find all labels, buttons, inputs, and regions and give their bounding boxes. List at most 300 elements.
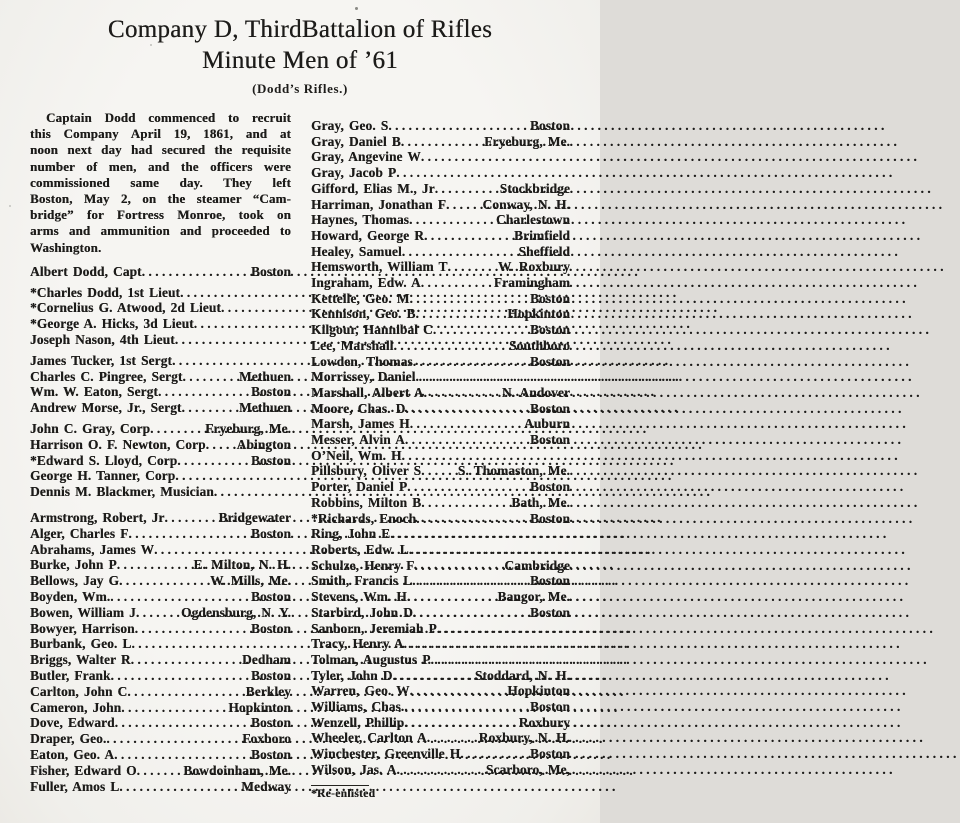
roster-entry-name: *Richards, Enoch bbox=[311, 510, 417, 526]
dot-leader bbox=[182, 369, 239, 385]
roster-entry bbox=[311, 652, 570, 668]
roster-entry-name: Hemsworth, William T bbox=[311, 259, 448, 275]
roster-entry bbox=[311, 699, 570, 715]
scan-speck bbox=[73, 120, 75, 122]
roster-entry-name: *Edward S. Lloyd, Corp bbox=[30, 452, 178, 468]
dot-leader bbox=[410, 291, 530, 307]
dot-leader bbox=[409, 542, 570, 558]
roster-entry bbox=[311, 715, 570, 731]
roster-entry-name: Williams, Chas. bbox=[311, 699, 405, 715]
roster-entry bbox=[311, 636, 570, 652]
dot-leader bbox=[421, 463, 458, 479]
roster-entry bbox=[30, 510, 291, 526]
roster-entry-name: Alger, Charles F bbox=[30, 525, 129, 541]
dot-leader bbox=[437, 621, 570, 637]
dot-leader bbox=[404, 699, 530, 715]
roster-entry bbox=[311, 621, 570, 637]
roster-entry-place: Hopkinton bbox=[507, 683, 570, 699]
dot-leader bbox=[182, 400, 239, 416]
scan-speck bbox=[355, 7, 358, 10]
roster-entry-name: Burbank, Geo. L bbox=[30, 636, 132, 652]
roster-entry bbox=[311, 306, 570, 322]
intro-paragraph bbox=[30, 110, 291, 256]
roster-entry-name: Schulze, Henry F bbox=[311, 557, 415, 573]
dot-leader bbox=[431, 652, 571, 668]
roster-entry-name: Marsh, James H bbox=[311, 416, 410, 432]
dot-leader bbox=[435, 181, 500, 197]
roster-entry-place: W. Mills, Me. bbox=[210, 573, 291, 589]
roster-entry bbox=[311, 338, 570, 354]
roster-entry-name: Smith, Francis L bbox=[311, 573, 413, 589]
roster-entry-name: Moore, Chas. D bbox=[311, 400, 406, 416]
roster-entry-place: Methuen bbox=[238, 368, 291, 384]
dot-leader bbox=[433, 322, 530, 338]
roster-entry bbox=[30, 400, 291, 416]
roster-entry bbox=[30, 264, 291, 280]
roster-entry-name: Cameron, John bbox=[30, 699, 122, 715]
dot-leader bbox=[115, 715, 251, 731]
roster-entry bbox=[311, 181, 570, 197]
roster-entry-place: Conway, N. H. bbox=[482, 196, 570, 212]
roster-entry-name: Ingraham, Edw. A bbox=[311, 275, 421, 291]
roster-entry bbox=[30, 668, 291, 684]
roster-entry-name: Gray, Angevine W bbox=[311, 149, 421, 165]
roster-entry-place: N. Andover bbox=[501, 384, 570, 400]
roster-entry-name: Carlton, John C bbox=[30, 683, 128, 699]
roster-entry bbox=[311, 746, 570, 762]
roster-entry-name: Boyden, Wm. bbox=[30, 588, 111, 604]
dot-leader bbox=[106, 731, 242, 747]
roster-entry-name: Stevens, Wm. H bbox=[311, 589, 407, 605]
roster-entry-place: Boston bbox=[529, 290, 570, 306]
dot-leader bbox=[172, 353, 291, 369]
roster-entry-place: Boston bbox=[250, 746, 291, 762]
intro-line: noon next day had secured the requisite bbox=[30, 142, 291, 158]
roster-entry-place: Bangor, Me. bbox=[497, 589, 570, 605]
dot-leader bbox=[396, 165, 570, 181]
roster-entry-name: Harrison O. F. Newton, Corp bbox=[30, 436, 206, 452]
roster-entry-name: Armstrong, Robert, Jr bbox=[30, 509, 165, 525]
dot-leader bbox=[402, 244, 519, 260]
roster-entry-place: Boston bbox=[250, 384, 291, 400]
roster-entry-name: Messer, Alvin A bbox=[311, 432, 405, 448]
roster-entry-name: Lowden, Thomas bbox=[311, 353, 413, 369]
roster-entry bbox=[311, 369, 570, 385]
dot-leader bbox=[407, 479, 530, 495]
roster-entry-place: Boston bbox=[529, 604, 570, 620]
roster-entry-name: Roberts, Edw. L bbox=[311, 541, 409, 557]
roster-entry-name: Wm. W. Eaton, Sergt bbox=[30, 384, 158, 400]
roster-entry bbox=[311, 463, 570, 479]
roster-entry-name: Gray, Daniel B bbox=[311, 133, 401, 149]
roster-entry-place: Boston bbox=[250, 525, 291, 541]
roster-entry bbox=[311, 212, 570, 228]
roster-entry-name: Andrew Morse, Jr., Sergt bbox=[30, 400, 182, 416]
roster-entry-place: Ogdensburg, N. Y. bbox=[181, 604, 291, 620]
roster-entry bbox=[30, 636, 291, 652]
roster-entry-name: Pillsbury, Oliver S bbox=[311, 463, 422, 479]
roster-entry-place: Stockbridge bbox=[499, 180, 570, 196]
dot-leader bbox=[127, 684, 245, 700]
roster-entry bbox=[30, 573, 291, 589]
roster-entry-name: George H. Tanner, Corp bbox=[30, 468, 176, 484]
dot-leader bbox=[401, 134, 484, 150]
dot-leader bbox=[412, 573, 530, 589]
roster-entry-name: Kettelle, Geo. M bbox=[311, 290, 410, 306]
roster-entry bbox=[311, 730, 570, 746]
roster-entry bbox=[30, 700, 291, 716]
roster-entry bbox=[30, 605, 291, 621]
roster-entry bbox=[30, 715, 291, 731]
footnote-text: *Re-enlisted bbox=[311, 787, 376, 800]
dot-leader bbox=[388, 118, 530, 134]
roster-entry bbox=[30, 332, 291, 348]
roster-entry bbox=[30, 453, 291, 469]
dot-leader bbox=[128, 526, 251, 542]
roster-entry-place: Bath, Me. bbox=[511, 494, 570, 510]
dot-leader bbox=[137, 763, 184, 779]
roster-entry bbox=[311, 542, 570, 558]
dot-leader bbox=[136, 605, 181, 621]
roster-entry-place: Boston bbox=[529, 322, 570, 338]
roster-entry-place: Boston bbox=[250, 588, 291, 604]
roster-entry bbox=[30, 763, 291, 779]
roster-entry bbox=[311, 605, 570, 621]
roster-entry-place: Foxboro bbox=[242, 731, 291, 747]
page-title-line2: Minute Men of ’61 bbox=[201, 47, 399, 74]
roster-entry bbox=[30, 369, 291, 385]
two-column-body bbox=[0, 97, 600, 800]
roster-entry bbox=[311, 149, 570, 165]
dot-leader bbox=[110, 589, 251, 605]
dot-leader bbox=[177, 453, 251, 469]
roster-entry-place: Cambridge bbox=[504, 557, 570, 573]
roster-entry-place: Boston bbox=[529, 573, 570, 589]
roster-entry-name: Starbird, John D bbox=[311, 604, 413, 620]
roster-entry-name: Robbins, Milton B bbox=[311, 494, 422, 510]
intro-line: commissioned same day. They left bbox=[30, 174, 291, 190]
page-title-line1: Company D, ThirdBattalion of Rifles bbox=[107, 16, 493, 43]
roster-entry bbox=[311, 683, 570, 699]
roster-entry bbox=[30, 526, 291, 542]
dot-leader bbox=[460, 746, 530, 762]
roster-entry bbox=[311, 291, 570, 307]
roster-entry-name: Wheeler, Carlton A bbox=[311, 730, 427, 746]
roster-entry-place: Auburn bbox=[523, 416, 570, 432]
dot-leader bbox=[413, 605, 530, 621]
roster-entry-name: Wilson, Jas. A bbox=[311, 761, 397, 777]
dot-leader bbox=[175, 332, 291, 348]
dot-leader bbox=[131, 636, 291, 652]
roster-entry-name: Burke, John P bbox=[30, 557, 117, 573]
roster-entry-name: Harriman, Jonathan F bbox=[311, 196, 447, 212]
dot-leader bbox=[114, 747, 251, 763]
roster-entry bbox=[311, 526, 570, 542]
roster-entry-name: Gray, Geo. S bbox=[311, 118, 389, 133]
roster-entry bbox=[30, 747, 291, 763]
roster-entry-place: Boston bbox=[529, 400, 570, 416]
intro-line: bridge” for Fortress Monroe, took on bbox=[30, 207, 291, 223]
roster-entry-name: Butler, Frank bbox=[30, 667, 111, 683]
roster-entry bbox=[311, 668, 570, 684]
roster-entry bbox=[311, 762, 570, 778]
roster-entry-name: *Charles Dodd, 1st Lieut bbox=[30, 284, 181, 300]
roster-entry bbox=[30, 316, 291, 332]
dot-leader bbox=[421, 495, 511, 511]
dot-leader bbox=[410, 416, 524, 432]
dot-leader bbox=[421, 149, 570, 165]
roster-right-list bbox=[311, 118, 570, 778]
roster-entry-name: Bowen, William J bbox=[30, 604, 136, 620]
dot-leader bbox=[416, 306, 508, 322]
roster-entry bbox=[30, 779, 291, 795]
roster-entry bbox=[311, 558, 570, 574]
roster-entry bbox=[311, 259, 570, 275]
footnote-rule bbox=[311, 785, 369, 786]
dot-leader bbox=[154, 542, 291, 558]
roster-entry-place: Abington bbox=[236, 436, 291, 452]
roster-entry-name: Wenzell, Phillip bbox=[311, 714, 405, 730]
roster-entry bbox=[30, 557, 291, 573]
roster-entry-place: Boston bbox=[529, 353, 570, 369]
dot-leader bbox=[405, 432, 530, 448]
roster-entry-name: Warren, Geo. W bbox=[311, 683, 410, 699]
dot-leader bbox=[111, 668, 251, 684]
roster-entry-name: *George A. Hicks, 3d Lieut bbox=[30, 316, 194, 332]
roster-entry-place: Berkley bbox=[245, 683, 291, 699]
roster-entry bbox=[311, 401, 570, 417]
roster-entry-name: Gifford, Elias M., Jr bbox=[311, 180, 435, 196]
roster-entry bbox=[311, 416, 570, 432]
dot-leader bbox=[424, 228, 514, 244]
roster-entry bbox=[30, 731, 291, 747]
intro-line: arms and ammunition and proceeded to bbox=[30, 223, 291, 239]
roster-entry-name: Gray, Jacob P bbox=[311, 165, 397, 181]
dot-leader bbox=[142, 264, 251, 280]
roster-entry bbox=[311, 134, 570, 150]
roster-entry-name: Briggs, Walter R bbox=[30, 652, 131, 668]
dot-leader bbox=[407, 589, 498, 605]
dot-leader bbox=[446, 197, 483, 213]
roster-entry-place: Bridgewater bbox=[218, 509, 291, 525]
roster-entry-name: Bowyer, Harrison bbox=[30, 620, 135, 636]
roster-left-list bbox=[30, 264, 291, 795]
dot-leader bbox=[119, 573, 210, 589]
page-subtitle: (Dodd’s Rifles.) bbox=[252, 81, 348, 96]
roster-entry-name: Sanborn, Jeremiah P bbox=[311, 620, 437, 636]
dot-leader bbox=[416, 511, 530, 527]
roster-entry bbox=[311, 385, 570, 401]
roster-entry-place: Dedham bbox=[242, 652, 291, 668]
roster-entry bbox=[311, 495, 570, 511]
roster-entry bbox=[311, 197, 570, 213]
roster-entry-place: Medway bbox=[241, 778, 291, 794]
scan-speck bbox=[9, 205, 11, 207]
roster-entry-place: Hopkinton bbox=[507, 306, 570, 322]
roster-entry-name: Albert Dodd, Capt bbox=[30, 263, 142, 279]
dot-leader bbox=[119, 779, 241, 795]
intro-line: number of men, and the officers were bbox=[30, 158, 291, 174]
roster-entry-place: Fryeburg, Me. bbox=[484, 133, 570, 149]
right-column bbox=[311, 110, 570, 800]
roster-entry-place: Boston bbox=[529, 118, 570, 133]
roster-entry-name: Draper, Geo. bbox=[30, 731, 107, 747]
dot-leader bbox=[421, 275, 494, 291]
roster-entry-name: Fuller, Amos L bbox=[30, 778, 120, 794]
roster-entry-name: Morrissey, Daniel bbox=[311, 369, 416, 385]
roster-entry bbox=[311, 448, 570, 464]
roster-entry bbox=[30, 384, 291, 400]
roster-entry-name: Healey, Samuel bbox=[311, 243, 402, 259]
roster-group bbox=[30, 285, 291, 348]
roster-entry-place: Boston bbox=[250, 263, 291, 279]
footnote bbox=[311, 785, 570, 800]
roster-entry-place: Boston bbox=[529, 510, 570, 526]
roster-entry-place: Stoddard, N. H. bbox=[474, 667, 570, 683]
roster-entry bbox=[311, 275, 570, 291]
roster-entry-place: Boston bbox=[250, 620, 291, 636]
dot-leader bbox=[150, 421, 205, 437]
roster-entry-name: Ring, John E bbox=[311, 526, 391, 542]
roster-entry-place: Boston bbox=[529, 479, 570, 495]
roster-entry-place: Sheffield bbox=[518, 243, 570, 259]
roster-entry-place: Roxbury bbox=[518, 714, 570, 730]
roster-entry bbox=[30, 542, 291, 558]
dot-leader bbox=[175, 468, 291, 484]
dot-leader bbox=[121, 700, 228, 716]
roster-entry-name: Joseph Nason, 4th Lieut bbox=[30, 332, 175, 348]
roster-group bbox=[30, 353, 291, 416]
dot-leader bbox=[396, 762, 485, 778]
roster-entry-name: O’Neil, Wm. H bbox=[311, 447, 402, 463]
roster-entry bbox=[30, 353, 291, 369]
roster-group bbox=[311, 118, 570, 778]
dot-leader bbox=[424, 385, 502, 401]
roster-entry bbox=[311, 165, 570, 181]
roster-entry-name: James Tucker, 1st Sergt bbox=[30, 352, 172, 368]
roster-entry-place: Methuen bbox=[238, 400, 291, 416]
roster-entry-place: Roxbury, N. H. bbox=[478, 730, 570, 746]
roster-entry bbox=[30, 468, 291, 484]
roster-entry bbox=[30, 652, 291, 668]
roster-entry-name: Kennison, Geo. B bbox=[311, 306, 416, 322]
roster-entry bbox=[311, 322, 570, 338]
roster-entry-name: Winchester, Greenville H bbox=[311, 746, 461, 762]
dot-leader bbox=[414, 558, 504, 574]
roster-entry-name: Tolman, Augustus P bbox=[311, 651, 431, 667]
roster-group bbox=[30, 264, 291, 280]
roster-entry-name: Eaton, Geo. A bbox=[30, 746, 115, 762]
dot-leader bbox=[194, 316, 291, 332]
dot-leader bbox=[214, 484, 291, 500]
roster-entry bbox=[30, 684, 291, 700]
dot-leader bbox=[206, 437, 237, 453]
intro-line: Washington. bbox=[30, 239, 102, 255]
intro-line: Boston, May 2, on the steamer “Cam- bbox=[30, 191, 291, 207]
roster-entry bbox=[30, 285, 291, 301]
roster-entry-name: Tyler, John D bbox=[311, 667, 393, 683]
dot-leader bbox=[135, 621, 251, 637]
roster-entry-place: Boston bbox=[250, 452, 291, 468]
roster-entry-place: Southboro bbox=[509, 337, 570, 353]
roster-entry bbox=[311, 118, 570, 134]
dot-leader bbox=[415, 369, 570, 385]
roster-entry-name: Lee, Marshall bbox=[311, 337, 394, 353]
roster-entry-name: Tracy, Henry A bbox=[311, 636, 404, 652]
roster-entry-name: Abrahams, James W bbox=[30, 541, 155, 557]
roster-entry-place: Scarboro, Me, bbox=[485, 761, 570, 777]
dot-leader bbox=[117, 557, 194, 573]
dot-leader bbox=[158, 384, 251, 400]
roster-entry-name: Bellows, Jay G bbox=[30, 573, 120, 589]
roster-entry-place: E. Milton, N. H. bbox=[193, 557, 291, 573]
dot-leader bbox=[448, 259, 498, 275]
roster-entry-place: Framingham bbox=[493, 275, 570, 291]
roster-entry bbox=[311, 228, 570, 244]
roster-entry-name: Marshall, Albert A bbox=[311, 384, 424, 400]
roster-entry bbox=[311, 432, 570, 448]
roster-entry-place: S. Thomaston, Me. bbox=[457, 463, 570, 479]
dot-leader bbox=[221, 300, 291, 316]
roster-entry-place: Fryeburg, Me. bbox=[205, 421, 291, 436]
dot-leader bbox=[393, 668, 475, 684]
roster-entry-place: Hopkinton bbox=[228, 699, 291, 715]
roster-entry bbox=[311, 573, 570, 589]
dot-leader bbox=[409, 212, 496, 228]
roster-entry bbox=[311, 479, 570, 495]
roster-entry-place: Charlestown bbox=[495, 212, 570, 228]
roster-entry-name: Dove, Edward bbox=[30, 715, 115, 731]
roster-entry-name: Porter, Daniel P bbox=[311, 479, 408, 495]
intro-line: Captain Dodd commenced to recruit bbox=[46, 110, 291, 125]
roster-entry-place: Boston bbox=[250, 667, 291, 683]
dot-leader bbox=[413, 354, 530, 370]
scan-speck bbox=[150, 44, 152, 46]
roster-entry-place: Boston bbox=[250, 715, 291, 731]
roster-entry-name: Kilgour, Hannibal C bbox=[311, 322, 433, 338]
dot-leader bbox=[131, 652, 242, 668]
roster-entry-name: Haynes, Thomas bbox=[311, 212, 409, 228]
dot-leader bbox=[404, 715, 518, 731]
dot-leader bbox=[405, 401, 530, 417]
roster-entry bbox=[311, 354, 570, 370]
roster-entry-name: *Cornelius G. Atwood, 2d Lieut bbox=[30, 300, 221, 316]
roster-entry-place: Boston bbox=[529, 699, 570, 715]
page-header bbox=[0, 0, 600, 97]
roster-entry bbox=[30, 437, 291, 453]
roster-entry bbox=[311, 244, 570, 260]
roster-entry-place: Boston bbox=[529, 746, 570, 762]
roster-entry-name: Charles C. Pingree, Sergt bbox=[30, 368, 183, 384]
dot-leader bbox=[390, 526, 570, 542]
left-column bbox=[30, 110, 291, 800]
roster-entry-name: John C. Gray, Corp bbox=[30, 421, 151, 436]
roster-group bbox=[30, 510, 291, 794]
dot-leader bbox=[404, 636, 571, 652]
roster-entry bbox=[311, 589, 570, 605]
roster-entry bbox=[30, 621, 291, 637]
roster-entry-place: Bowdoinham, Me. bbox=[183, 762, 291, 778]
roster-entry-name: Dennis M. Blackmer, Musician bbox=[30, 484, 214, 500]
roster-entry-place: Boston bbox=[529, 432, 570, 448]
roster-entry bbox=[311, 511, 570, 527]
dot-leader bbox=[164, 510, 218, 526]
dot-leader bbox=[402, 448, 570, 464]
intro-line: this Company April 19, 1861, and at bbox=[30, 126, 291, 142]
dot-leader bbox=[394, 338, 510, 354]
roster-entry-name: Howard, George R bbox=[311, 227, 425, 243]
roster-entry bbox=[30, 421, 291, 437]
